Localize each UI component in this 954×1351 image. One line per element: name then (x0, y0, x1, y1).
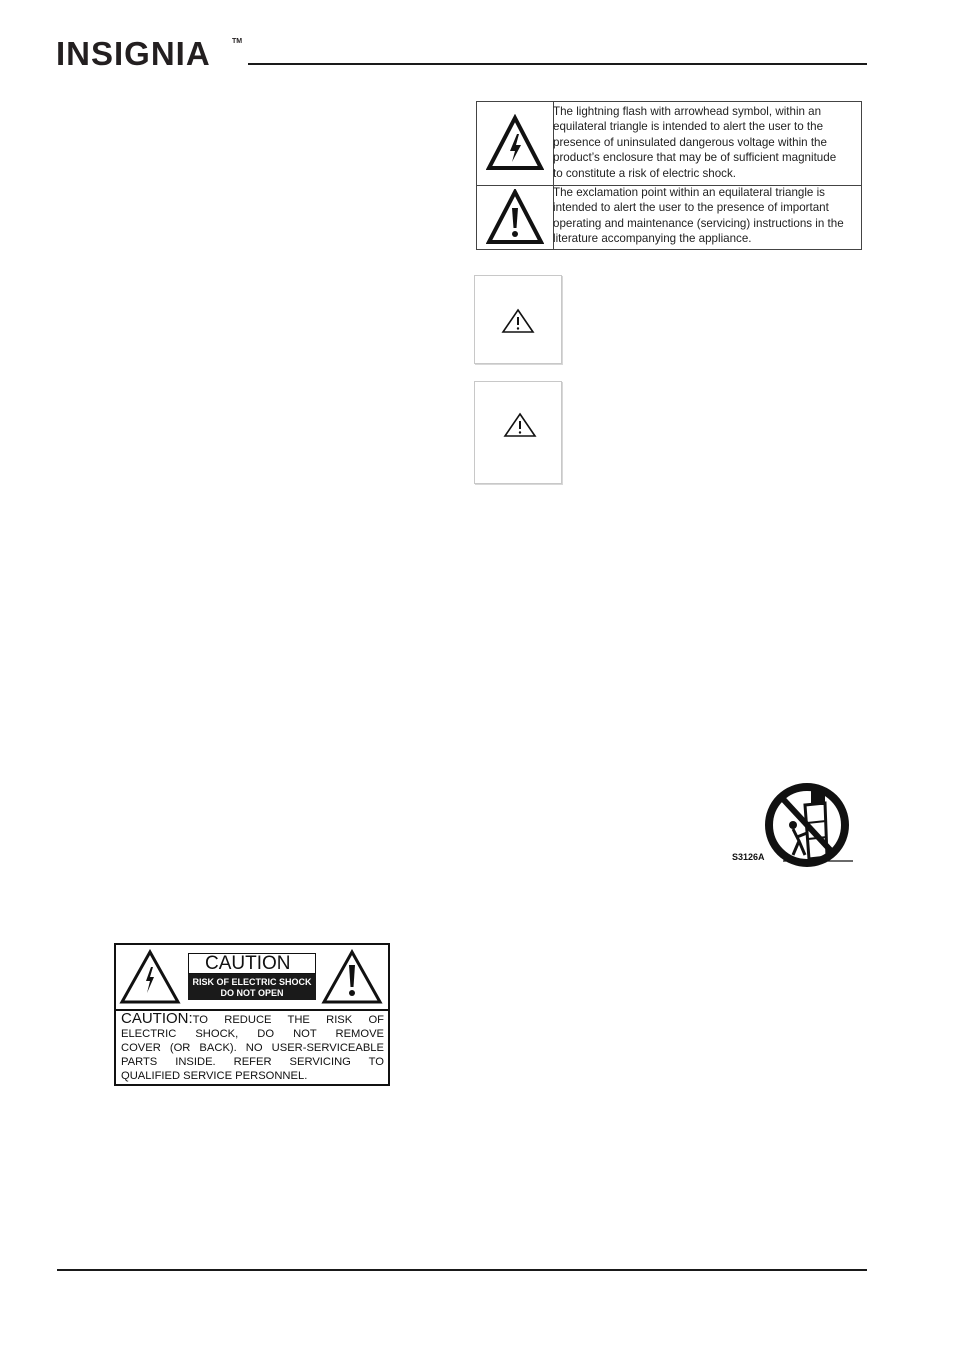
symbol-icon-cell (477, 185, 554, 249)
no-cart-tip-over-icon (763, 783, 853, 873)
symbol-row-exclamation (477, 185, 861, 249)
caution-title: CAUTION (188, 953, 316, 974)
band-line: RISK OF ELECTRIC SHOCK (192, 977, 312, 987)
cart-symbol-code: S3126A (732, 852, 765, 862)
caution-line: ELECTRIC SHOCK, DO NOT REMOVE (121, 1028, 384, 1040)
text-line: intended to alert the user to the presence of important (553, 201, 829, 215)
text-line: equilateral triangle is intended to alert the user to the (553, 120, 824, 134)
text-line: presence of uninsulated dangerous voltage within the (553, 135, 827, 149)
exclamation-triangle-icon (486, 189, 544, 245)
caution-line: COVER (OR BACK). NO USER-SERVICEABLE (121, 1042, 384, 1054)
caution-line (121, 1012, 384, 1027)
exclamation-triangle-icon (501, 308, 535, 334)
text-line: literature accompanying the appliance. (553, 232, 752, 246)
logo-wordmark: INSIGNIA (56, 35, 211, 72)
symbol-icon-cell (477, 102, 554, 185)
logo-trademark: TM (232, 38, 243, 45)
caution-label (114, 943, 390, 1086)
caution-body (121, 1012, 384, 1083)
caution-lead: CAUTION: (121, 1010, 193, 1027)
caution-text: TO REDUCE THE RISK OF (192, 1014, 384, 1026)
footer-rule (57, 1269, 867, 1271)
band-line: DO NOT OPEN (220, 988, 284, 998)
text-line: product’s enclosure that may be of sufficient magnitude (553, 151, 837, 165)
warning-icon-box (474, 381, 562, 484)
caution-line: PARTS INSIDE. REFER SERVICING TO (121, 1056, 384, 1068)
lightning-triangle-icon (486, 114, 544, 172)
symbol-row-lightning (477, 102, 861, 186)
text-line: to constitute a risk of electric shock. (553, 166, 736, 180)
text-line: The lightning flash with arrowhead symbol, within an (553, 105, 822, 118)
warning-icon-box (474, 275, 562, 364)
exclamation-triangle-icon (321, 949, 383, 1005)
lightning-triangle-icon (119, 949, 181, 1005)
text-line: The exclamation point within an equilateral triangle is (553, 186, 825, 199)
brand-logo (56, 34, 241, 74)
header-rule (248, 63, 867, 65)
caution-header (188, 953, 316, 1001)
caution-line: QUALIFIED SERVICE PERSONNEL. (121, 1070, 308, 1082)
caution-band (188, 974, 316, 1000)
exclamation-triangle-icon (503, 412, 537, 438)
symbol-explanation-table (476, 101, 862, 250)
text-line: operating and maintenance (servicing) instructions in the (553, 216, 844, 230)
